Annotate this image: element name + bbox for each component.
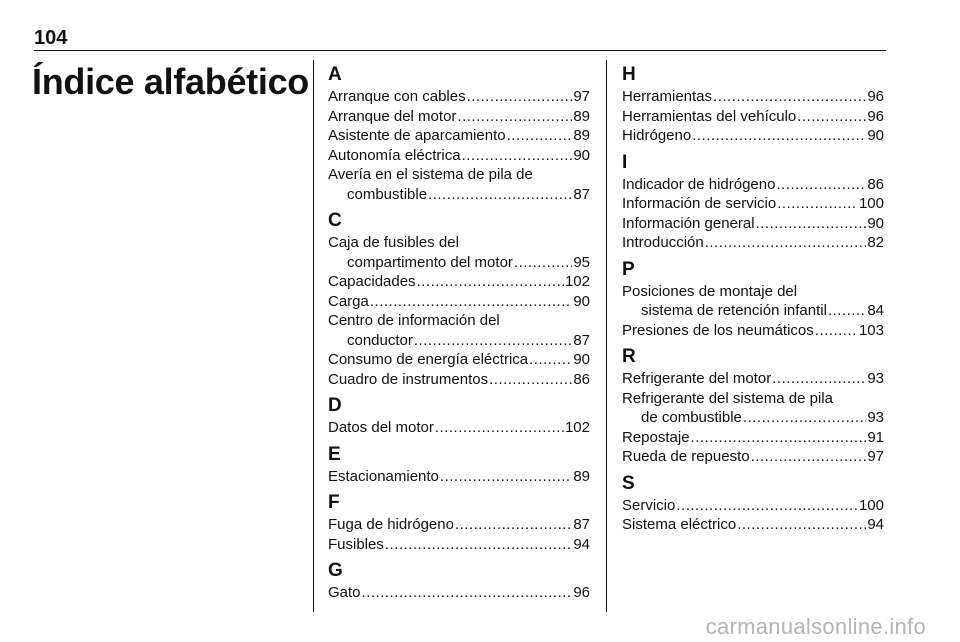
entry-name: Posiciones de montaje del [622, 282, 798, 300]
index-section [328, 560, 590, 603]
leader-dots [362, 583, 573, 603]
section-letter: D [328, 395, 342, 416]
entry-name: Arranque con cables [328, 88, 466, 105]
index-entry[interactable] [622, 194, 884, 214]
entry-name: Rueda de repuesto [622, 448, 750, 465]
leader-dots [737, 515, 866, 535]
index-entry[interactable] [328, 107, 590, 127]
leader-dots [414, 331, 572, 351]
entry-page: 87 [573, 185, 590, 203]
index-section [328, 64, 590, 204]
leader-dots [440, 467, 572, 487]
leader-dots [751, 447, 867, 467]
leader-dots [815, 321, 858, 341]
entry-name: Arranque del motor [328, 107, 457, 125]
entry-name-cont: compartimento del motor [347, 253, 513, 271]
index-entry[interactable] [328, 87, 590, 107]
page-number: 104 [34, 27, 68, 49]
index-section [328, 492, 590, 554]
section-letter: C [328, 210, 342, 231]
header-rule [34, 50, 886, 51]
entry-name: Herramientas [622, 88, 713, 105]
leader-dots [713, 87, 866, 107]
entry-name: Avería en el sistema de pila de [328, 166, 533, 183]
entry-name: Estacionamiento [328, 467, 439, 485]
entry-page: 87 [573, 331, 590, 349]
entry-page: 100 [858, 195, 884, 212]
entry-page: 90 [573, 292, 590, 310]
leader-dots [507, 126, 573, 146]
index-entry[interactable] [328, 515, 590, 535]
index-entry[interactable] [622, 515, 884, 535]
section-letter: A [328, 64, 342, 85]
section-letter: H [622, 64, 636, 85]
index-section [622, 64, 884, 146]
section-letter: E [328, 443, 341, 465]
entry-name: Carga [328, 292, 369, 310]
entry-page: 93 [867, 409, 884, 426]
entry-name: Autonomía eléctrica [328, 146, 461, 164]
leader-dots [435, 418, 564, 438]
column-divider-right [606, 60, 607, 612]
watermark: carmanualsonline.info [705, 614, 926, 639]
entry-name: Hidrógeno [622, 127, 692, 144]
index-entry[interactable] [328, 370, 590, 390]
page-title: Índice alfabético [32, 61, 309, 102]
entry-name: Asistente de aparcamiento [328, 127, 506, 144]
entry-continuation [622, 301, 884, 321]
entry-page: 97 [573, 88, 590, 105]
index-entry[interactable] [622, 233, 884, 253]
entry-name: Cuadro de instrumentos [328, 370, 489, 388]
entry-page: 97 [867, 448, 884, 465]
entry-name: Fuga de hidrógeno [328, 516, 454, 533]
leader-dots [489, 370, 572, 390]
entry-page: 89 [573, 107, 590, 125]
leader-dots [705, 233, 867, 253]
leader-dots [385, 535, 572, 555]
leader-dots [428, 185, 572, 205]
entry-page: 95 [573, 253, 590, 271]
entry-page: 94 [573, 535, 590, 553]
index-entry[interactable] [622, 282, 884, 321]
column-divider-left [313, 60, 314, 612]
index-entry[interactable] [328, 292, 590, 312]
leader-dots [455, 515, 572, 535]
index-entry[interactable] [622, 496, 884, 516]
leader-dots [467, 87, 573, 107]
entry-page: 102 [564, 273, 590, 290]
leader-dots [772, 369, 866, 389]
index-entry[interactable] [622, 87, 884, 107]
entry-page: 90 [573, 351, 590, 368]
index-column-2 [622, 64, 884, 535]
leader-dots [457, 107, 572, 127]
index-entry[interactable] [622, 175, 884, 195]
leader-dots [777, 194, 858, 214]
entry-name: Consumo de energía eléctrica [328, 351, 529, 368]
entry-page: 96 [867, 88, 884, 105]
entry-page: 89 [573, 467, 590, 485]
index-entry[interactable] [328, 350, 590, 370]
index-entry[interactable] [328, 583, 590, 603]
entry-name: Servicio [622, 496, 676, 514]
entry-name: Gato [328, 584, 361, 601]
entry-name: Fusibles [328, 535, 384, 553]
entry-page: 94 [867, 516, 884, 533]
section-letter: G [328, 560, 343, 581]
section-letter: F [328, 492, 340, 513]
index-entry[interactable] [328, 311, 590, 350]
entry-name: Refrigerante del motor [622, 370, 772, 387]
leader-dots [692, 126, 866, 146]
entry-continuation [328, 185, 590, 205]
index-section [622, 259, 884, 341]
index-entry[interactable] [328, 126, 590, 146]
leader-dots [776, 175, 866, 195]
index-entry[interactable] [622, 447, 884, 467]
entry-page: 103 [858, 321, 884, 339]
index-entry[interactable] [622, 107, 884, 127]
index-entry[interactable] [622, 389, 884, 428]
index-entry[interactable] [328, 146, 590, 166]
index-entry[interactable] [622, 321, 884, 341]
entry-name: Indicador de hidrógeno [622, 175, 776, 193]
entry-name: Refrigerante del sistema de pila [622, 389, 833, 407]
entry-page: 86 [867, 175, 884, 193]
leader-dots [756, 214, 867, 234]
index-entry[interactable] [328, 233, 590, 272]
index-entry[interactable] [328, 272, 590, 292]
entry-page: 96 [867, 107, 884, 125]
index-section [328, 444, 590, 487]
leader-dots [417, 272, 564, 292]
entry-name: Introducción [622, 234, 704, 251]
entry-page: 90 [867, 127, 884, 144]
entry-page: 96 [573, 584, 590, 601]
section-letter: S [622, 472, 635, 494]
entry-page: 82 [867, 234, 884, 251]
index-entry[interactable] [622, 126, 884, 146]
entry-page: 90 [573, 146, 590, 164]
entry-page: 84 [867, 302, 884, 319]
index-entry[interactable] [328, 467, 590, 487]
entry-continuation [622, 408, 884, 428]
index-section [328, 210, 590, 389]
leader-dots [529, 350, 572, 370]
index-entry[interactable] [622, 369, 884, 389]
index-section [622, 346, 884, 467]
leader-dots [743, 408, 866, 428]
entry-name: Información de servicio [622, 195, 777, 212]
leader-dots [797, 107, 866, 127]
entry-page: 93 [867, 370, 884, 387]
entry-page: 102 [564, 419, 590, 436]
entry-continuation [328, 253, 590, 273]
index-section [622, 152, 884, 253]
section-letter: R [622, 346, 636, 367]
leader-dots [514, 253, 572, 273]
index-section [622, 473, 884, 535]
entry-name-cont: sistema de retención infantil [641, 302, 827, 319]
entry-page: 86 [573, 370, 590, 388]
leader-dots [691, 428, 867, 448]
section-letter: P [622, 258, 635, 280]
entry-page: 91 [867, 428, 884, 446]
entry-name-cont: combustible [347, 185, 428, 203]
entry-name: Centro de información del [328, 312, 500, 329]
index-column-1 [328, 64, 590, 603]
entry-name: Capacidades [328, 273, 416, 290]
index-entry[interactable] [328, 535, 590, 555]
entry-name-cont: de combustible [641, 409, 742, 426]
entry-name: Presiones de los neumáticos [622, 321, 814, 339]
leader-dots [676, 496, 858, 516]
entry-name: Información general [622, 214, 755, 232]
index-entry[interactable] [328, 165, 590, 204]
entry-page: 100 [858, 496, 884, 514]
section-letter: I [622, 151, 628, 173]
index-entry[interactable] [328, 418, 590, 438]
entry-name: Datos del motor [328, 419, 434, 436]
index-entry[interactable] [622, 428, 884, 448]
entry-page: 89 [573, 127, 590, 144]
leader-dots [462, 146, 573, 166]
index-entry[interactable] [622, 214, 884, 234]
entry-continuation [328, 331, 590, 351]
leader-dots [828, 301, 866, 321]
entry-name: Repostaje [622, 428, 690, 446]
index-section [328, 395, 590, 438]
entry-name: Herramientas del vehículo [622, 107, 797, 125]
entry-name: Caja de fusibles del [328, 234, 459, 251]
entry-name: Sistema eléctrico [622, 516, 737, 533]
leader-dots [370, 292, 572, 312]
entry-page: 90 [867, 214, 884, 232]
entry-name-cont: conductor [347, 331, 413, 349]
entry-page: 87 [573, 516, 590, 533]
